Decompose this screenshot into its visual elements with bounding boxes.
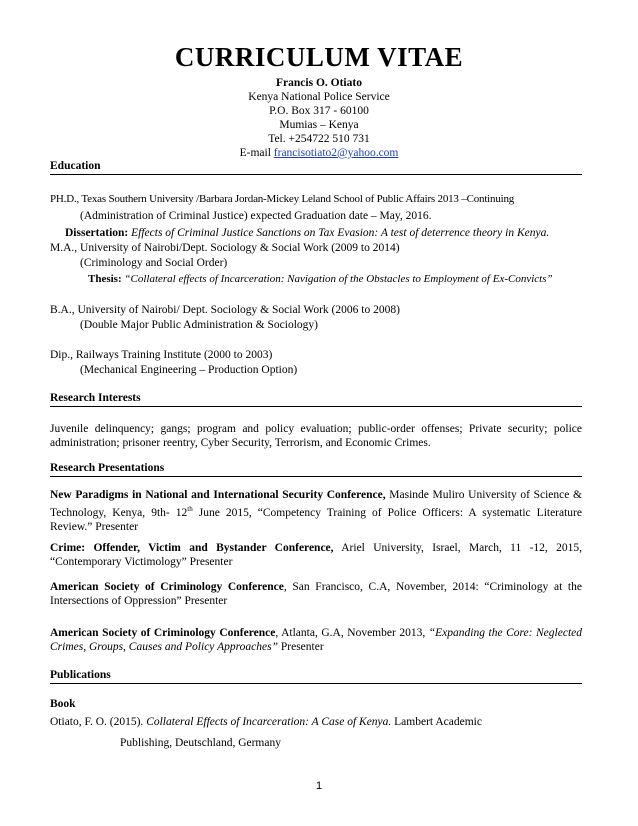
ma-line: M.A., University of Nairobi/Dept. Sociology & Social Work (2009 to 2014): [50, 242, 400, 254]
presentation-conference: New Paradigms in National and International Security Conference,: [50, 489, 386, 501]
dissertation-title: Effects of Criminal Justice Sanctions on Tax Evasion: A test of deterrence theory in Kenya.: [131, 227, 550, 239]
author-city: Mumias – Kenya: [279, 119, 359, 131]
thesis-line: [88, 272, 553, 286]
presentation-conference: Crime: Offender, Victim and Bystander Conference,: [50, 542, 334, 554]
ma-detail: (Criminology and Social Order): [80, 257, 228, 269]
email-link[interactable]: francisotiato2@yahoo.com: [273, 147, 399, 159]
dissertation-label: Dissertation:: [65, 227, 132, 239]
presentation-item: New Paradigms in National and International Security Conference, Masinde Muliro University of Science & Technology, Kenya, 9th- 12th June 2015, “Competency Training of Police Officers: A systematic Literature Review.” Presenter: [50, 489, 582, 533]
diploma-detail: (Mechanical Engineering – Production Option): [80, 364, 298, 376]
presentation-conference: American Society of Criminology Conference: [50, 581, 284, 593]
education-heading: Education: [50, 160, 582, 175]
presentation-conference: American Society of Criminology Conference: [50, 627, 276, 639]
diploma-line: Dip., Railways Training Institute (2000 to 2003): [50, 349, 273, 361]
research-interests-text: Juvenile delinquency; gangs; program and policy evaluation; public-order offenses; Private security; police administration; prisoner reentry, Cyber Security, Terrorism, and Economic Crimes.: [50, 423, 582, 449]
phd-detail: (Administration of Criminal Justice) expected Graduation date – May, 2016.: [80, 210, 432, 222]
thesis-label: Thesis:: [88, 273, 125, 285]
publications-heading: Publications: [50, 669, 582, 684]
presentation-item: American Society of Criminology Conference, Atlanta, G.A, November 2013, “Expanding the Core: Neglected Crimes, Groups, Causes and Policy Approaches” Presenter: [50, 627, 582, 653]
author-name: Francis O. Otiato: [276, 77, 362, 89]
ba-line: B.A., University of Nairobi/ Dept. Sociology & Social Work (2006 to 2008): [50, 304, 400, 316]
document-title: CURRICULUM VITAE: [174, 42, 464, 72]
book-heading: Book: [50, 698, 76, 710]
presentation-item: Crime: Offender, Victim and Bystander Conference, Ariel University, Israel, March, 11 -12, 2015, “Contemporary Victimology” Presenter: [50, 542, 582, 568]
presentation-item: American Society of Criminology Conference, San Francisco, C.A, November, 2014: “Criminology at the Intersections of Oppression” Presenter: [50, 581, 582, 607]
author-phone: Tel. +254722 510 731: [268, 133, 370, 145]
phd-line: PH.D., Texas Southern University /Barbara Jordan-Mickey Leland School of Public Affairs 2013 –Continuing: [50, 193, 515, 205]
research-interests-heading: Research Interests: [50, 392, 582, 407]
author-email-line: [0, 146, 638, 160]
book-citation: Otiato, F. O. (2015). Collateral Effects of Incarceration: A Case of Kenya. Lambert Academic: [50, 716, 482, 728]
page-number: 1: [315, 780, 323, 792]
author-organization: Kenya National Police Service: [248, 91, 390, 103]
book-title: Collateral Effects of Incarceration: A Case of Kenya.: [146, 716, 392, 728]
ba-detail: (Double Major Public Administration & Sociology): [80, 319, 318, 331]
email-label: E-mail: [239, 147, 274, 159]
thesis-title: “Collateral effects of Incarceration: Navigation of the Obstacles to Employment of Ex-Convicts”: [124, 273, 553, 285]
author-po-box: P.O. Box 317 - 60100: [269, 105, 369, 117]
book-publisher: Publishing, Deutschland, Germany: [120, 737, 281, 749]
research-presentations-heading: Research Presentations: [50, 462, 582, 477]
dissertation-line: [65, 226, 549, 240]
